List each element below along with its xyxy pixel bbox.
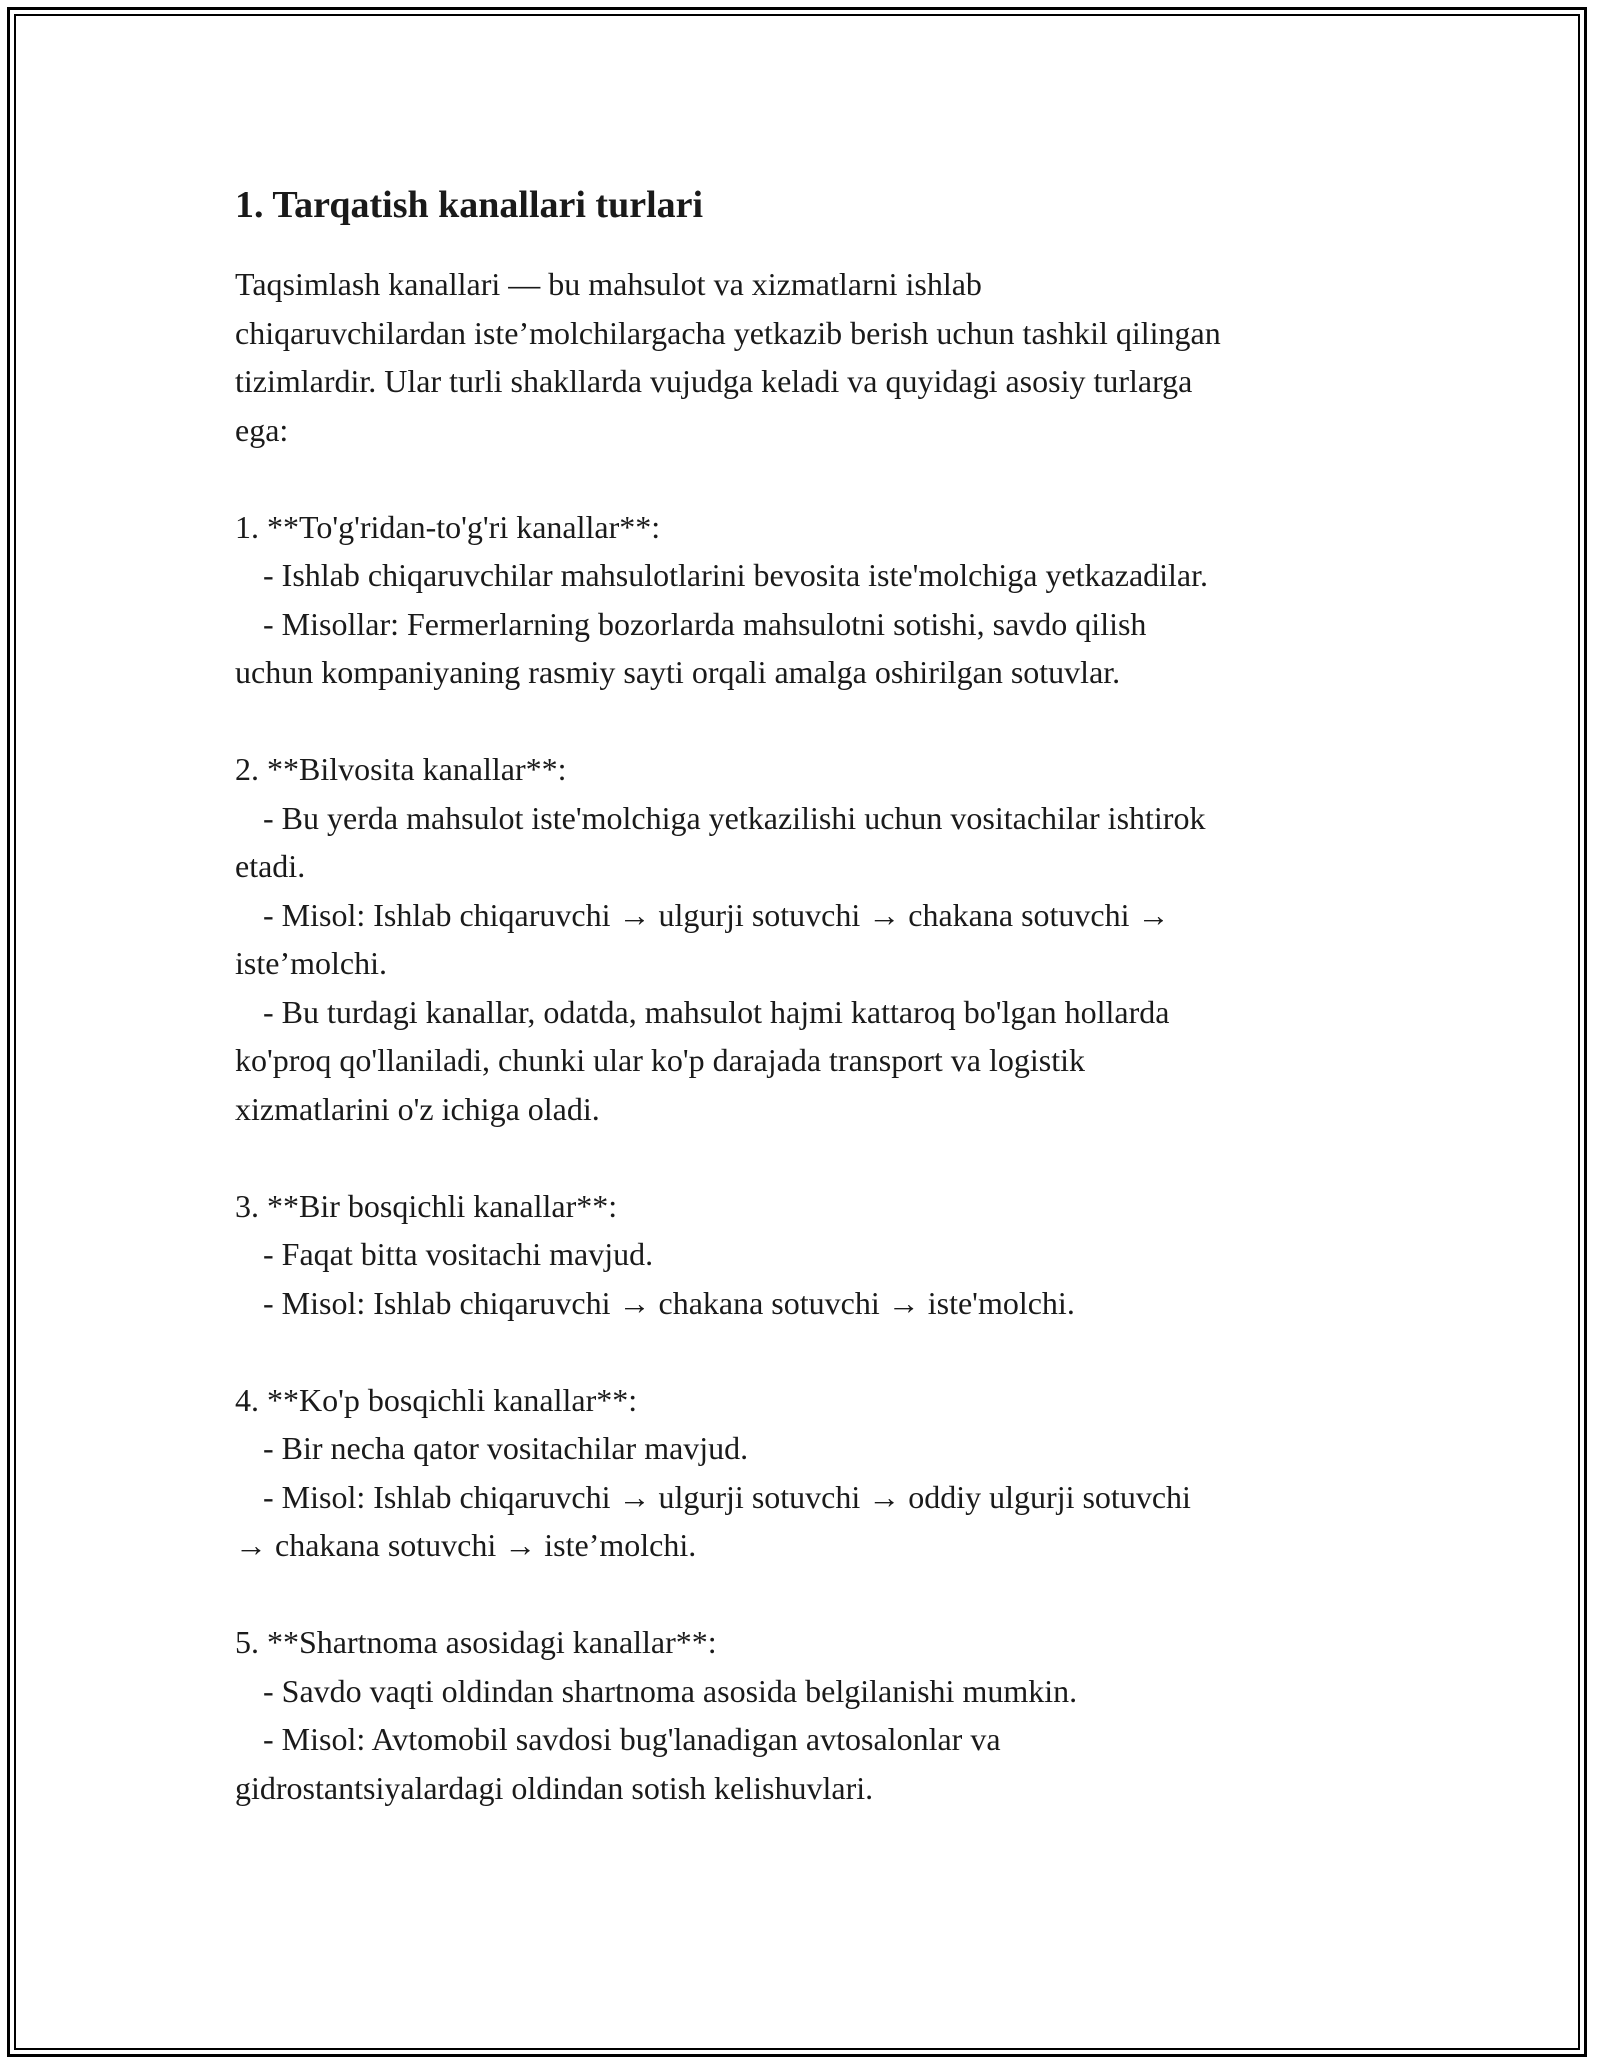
section-heading: 5. **Shartnoma asosidagi kanallar**: — [235, 1624, 717, 1660]
section-line: - Misollar: Fermerlarning bozorlarda mahsulotni sotishi, savdo qilish — [263, 605, 1147, 642]
section-line: - Bu turdagi kanallar, odatda, mahsulot hajmi kattaroq bo'lgan hollarda — [263, 993, 1170, 1030]
section-heading: 2. **Bilvosita kanallar**: — [235, 751, 567, 787]
section-line: xizmatlarini o'z ichiga oladi. — [235, 1090, 600, 1127]
section-multi-stage-channels — [235, 1376, 1375, 1570]
section-line: - Bir necha qator vositachilar mavjud. — [263, 1430, 749, 1466]
section-heading: 3. **Bir bosqichli kanallar**: — [235, 1187, 618, 1224]
intro-line: tizimlardir. Ular turli shakllarda vujudga keladi va quyidagi asosiy turlarga — [235, 363, 1193, 399]
section-line: iste’molchi. — [235, 945, 387, 981]
page-title: 1. Tarqatish kanallari turlari — [235, 184, 704, 226]
section-heading: 4. **Ko'p bosqichli kanallar**: — [235, 1381, 638, 1418]
section-line: → chakana sotuvchi → iste’molchi. — [235, 1527, 697, 1563]
intro-line: ega: — [235, 411, 289, 448]
intro-paragraph — [235, 260, 1375, 454]
intro-line: Taqsimlash kanallari — bu mahsulot va xizmatlarni ishlab — [235, 266, 982, 302]
section-line: - Misol: Avtomobil savdosi bug'lanadigan avtosalonlar va — [263, 1721, 1001, 1757]
section-line: - Misol: Ishlab chiqaruvchi → ulgurji sotuvchi → oddiy ulgurji sotuvchi — [263, 1478, 1191, 1515]
intro-line: chiqaruvchilardan iste’molchilargacha yetkazib berish uchun tashkil qilingan — [235, 314, 1221, 351]
section-line: - Ishlab chiqaruvchilar mahsulotlarini bevosita iste'molchiga yetkazadilar. — [263, 557, 1209, 593]
section-single-stage-channels — [235, 1182, 1375, 1328]
section-line: - Faqat bitta vositachi mavjud. — [263, 1236, 654, 1272]
document-body — [235, 180, 1375, 1812]
section-line: - Misol: Ishlab chiqaruvchi → chakana sotuvchi → iste'molchi. — [263, 1284, 1075, 1321]
section-line: gidrostantsiyalardagi oldindan sotish kelishuvlari. — [235, 1769, 874, 1806]
section-line: etadi. — [235, 848, 306, 884]
section-line: uchun kompaniyaning rasmiy sayti orqali amalga oshirilgan sotuvlar. — [235, 654, 1121, 690]
section-indirect-channels — [235, 745, 1375, 1133]
section-contract-channels — [235, 1618, 1375, 1812]
section-line: - Savdo vaqti oldindan shartnoma asosida belgilanishi mumkin. — [263, 1672, 1078, 1709]
section-line: - Bu yerda mahsulot iste'molchiga yetkazilishi uchun vositachilar ishtirok — [263, 799, 1206, 836]
section-line: - Misol: Ishlab chiqaruvchi → ulgurji sotuvchi → chakana sotuvchi → — [263, 896, 1170, 933]
section-heading: 1. **To'g'ridan-to'g'ri kanallar**: — [235, 508, 661, 545]
section-line: ko'proq qo'llaniladi, chunki ular ko'p darajada transport va logistik — [235, 1042, 1085, 1078]
section-direct-channels — [235, 503, 1375, 697]
